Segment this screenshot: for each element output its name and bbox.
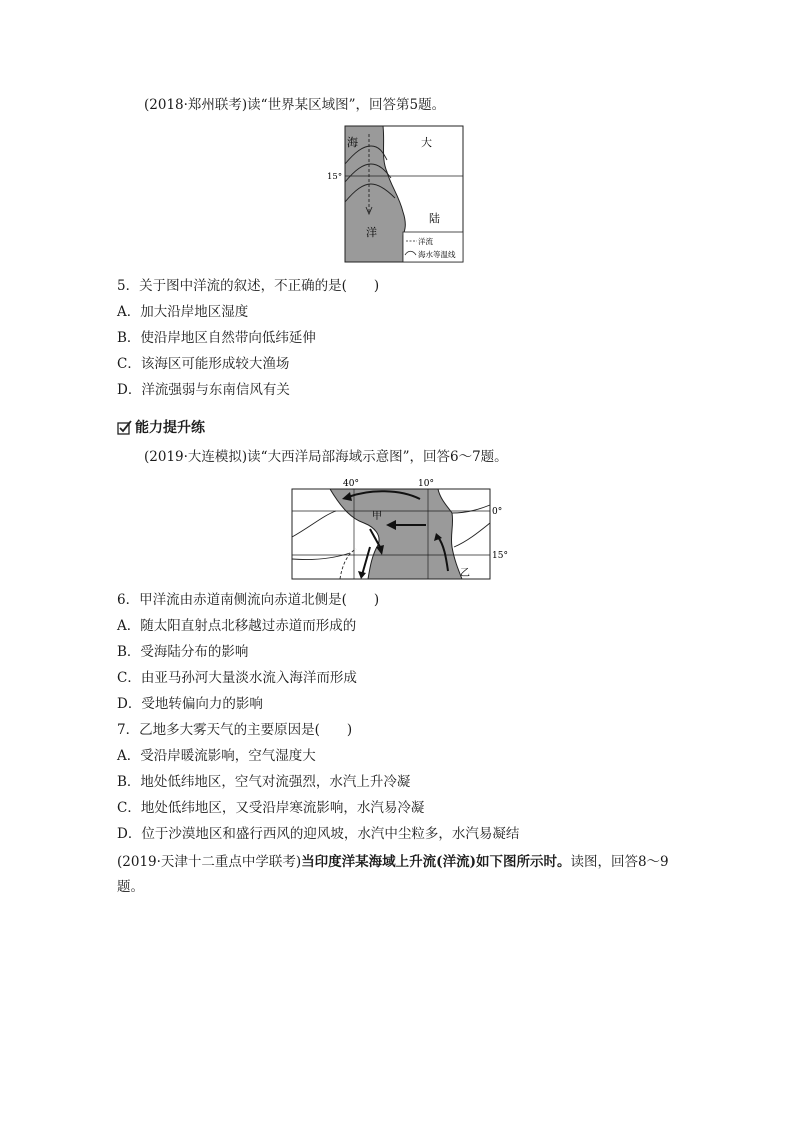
q5-option-a: A．加大沿岸地区湿度 xyxy=(117,304,249,320)
section-header xyxy=(117,417,205,437)
lon-10-label: 10° xyxy=(418,479,434,489)
q6-option-d: D．受地转偏向力的影响 xyxy=(117,696,263,712)
q67-intro: (2019·大连模拟)读“大西洋局部海域示意图”，回答6～7题。 xyxy=(144,449,508,465)
checkbox-icon xyxy=(117,420,131,434)
legend-current-label: 洋流 xyxy=(418,237,433,246)
q89-rest: 读图，回答8～9 xyxy=(570,854,669,870)
q7-option-b: B．地处低纬地区，空气对流强烈，水汽上升冷凝 xyxy=(117,774,411,790)
q7-option-d: D．位于沙漠地区和盛行西风的迎风坡，水汽中尘粒多，水汽易凝结 xyxy=(117,826,520,842)
q5-intro: (2018·郑州联考)读“世界某区域图”，回答第5题。 xyxy=(144,97,446,113)
q6-stem: 6．甲洋流由赤道南侧流向赤道北侧是( ) xyxy=(117,592,380,608)
q89-intro-line1 xyxy=(117,853,669,871)
q89-intro-line2: 题。 xyxy=(117,879,144,895)
label-sea-top: 海 xyxy=(347,136,358,149)
figure-world-region-map xyxy=(325,124,465,264)
q89-source: (2019·天津十二重点中学联考) xyxy=(117,854,302,870)
q7-option-a: A．受沿岸暖流影响，空气湿度大 xyxy=(117,748,316,764)
q89-bold-text: 当印度洋某海域上升流(洋流)如下图所示时。 xyxy=(301,854,571,870)
q7-stem: 7．乙地多大雾天气的主要原因是( ) xyxy=(117,722,353,738)
lat-15-label: 15° xyxy=(492,551,508,561)
q5-option-c: C．该海区可能形成较大渔场 xyxy=(117,356,290,372)
label-land-bottom: 陆 xyxy=(429,212,440,225)
lat-0-label: 0° xyxy=(492,507,503,517)
lon-40-label: 40° xyxy=(343,479,359,489)
label-jia: 甲 xyxy=(372,511,382,522)
latitude-label: 15° xyxy=(327,172,343,182)
figure-atlantic-map xyxy=(290,475,515,585)
label-sea-bottom: 洋 xyxy=(366,226,377,239)
section-title: 能力提升练 xyxy=(135,420,205,436)
q6-option-b: B．受海陆分布的影响 xyxy=(117,644,249,660)
label-yi: 乙 xyxy=(460,568,470,579)
q6-option-a: A．随太阳直射点北移越过赤道而形成的 xyxy=(117,618,357,634)
legend-isotherm-label: 海水等温线 xyxy=(418,250,456,259)
label-land-top: 大 xyxy=(421,136,432,149)
q5-option-b: B．使沿岸地区自然带向低纬延伸 xyxy=(117,330,316,346)
q5-option-d: D．洋流强弱与东南信风有关 xyxy=(117,382,290,398)
q5-stem: 5．关于图中洋流的叙述，不正确的是( ) xyxy=(117,278,380,294)
q7-option-c: C．地处低纬地区，又受沿岸寒流影响，水汽易冷凝 xyxy=(117,800,425,816)
q6-option-c: C．由亚马孙河大量淡水流入海洋而形成 xyxy=(117,670,357,686)
